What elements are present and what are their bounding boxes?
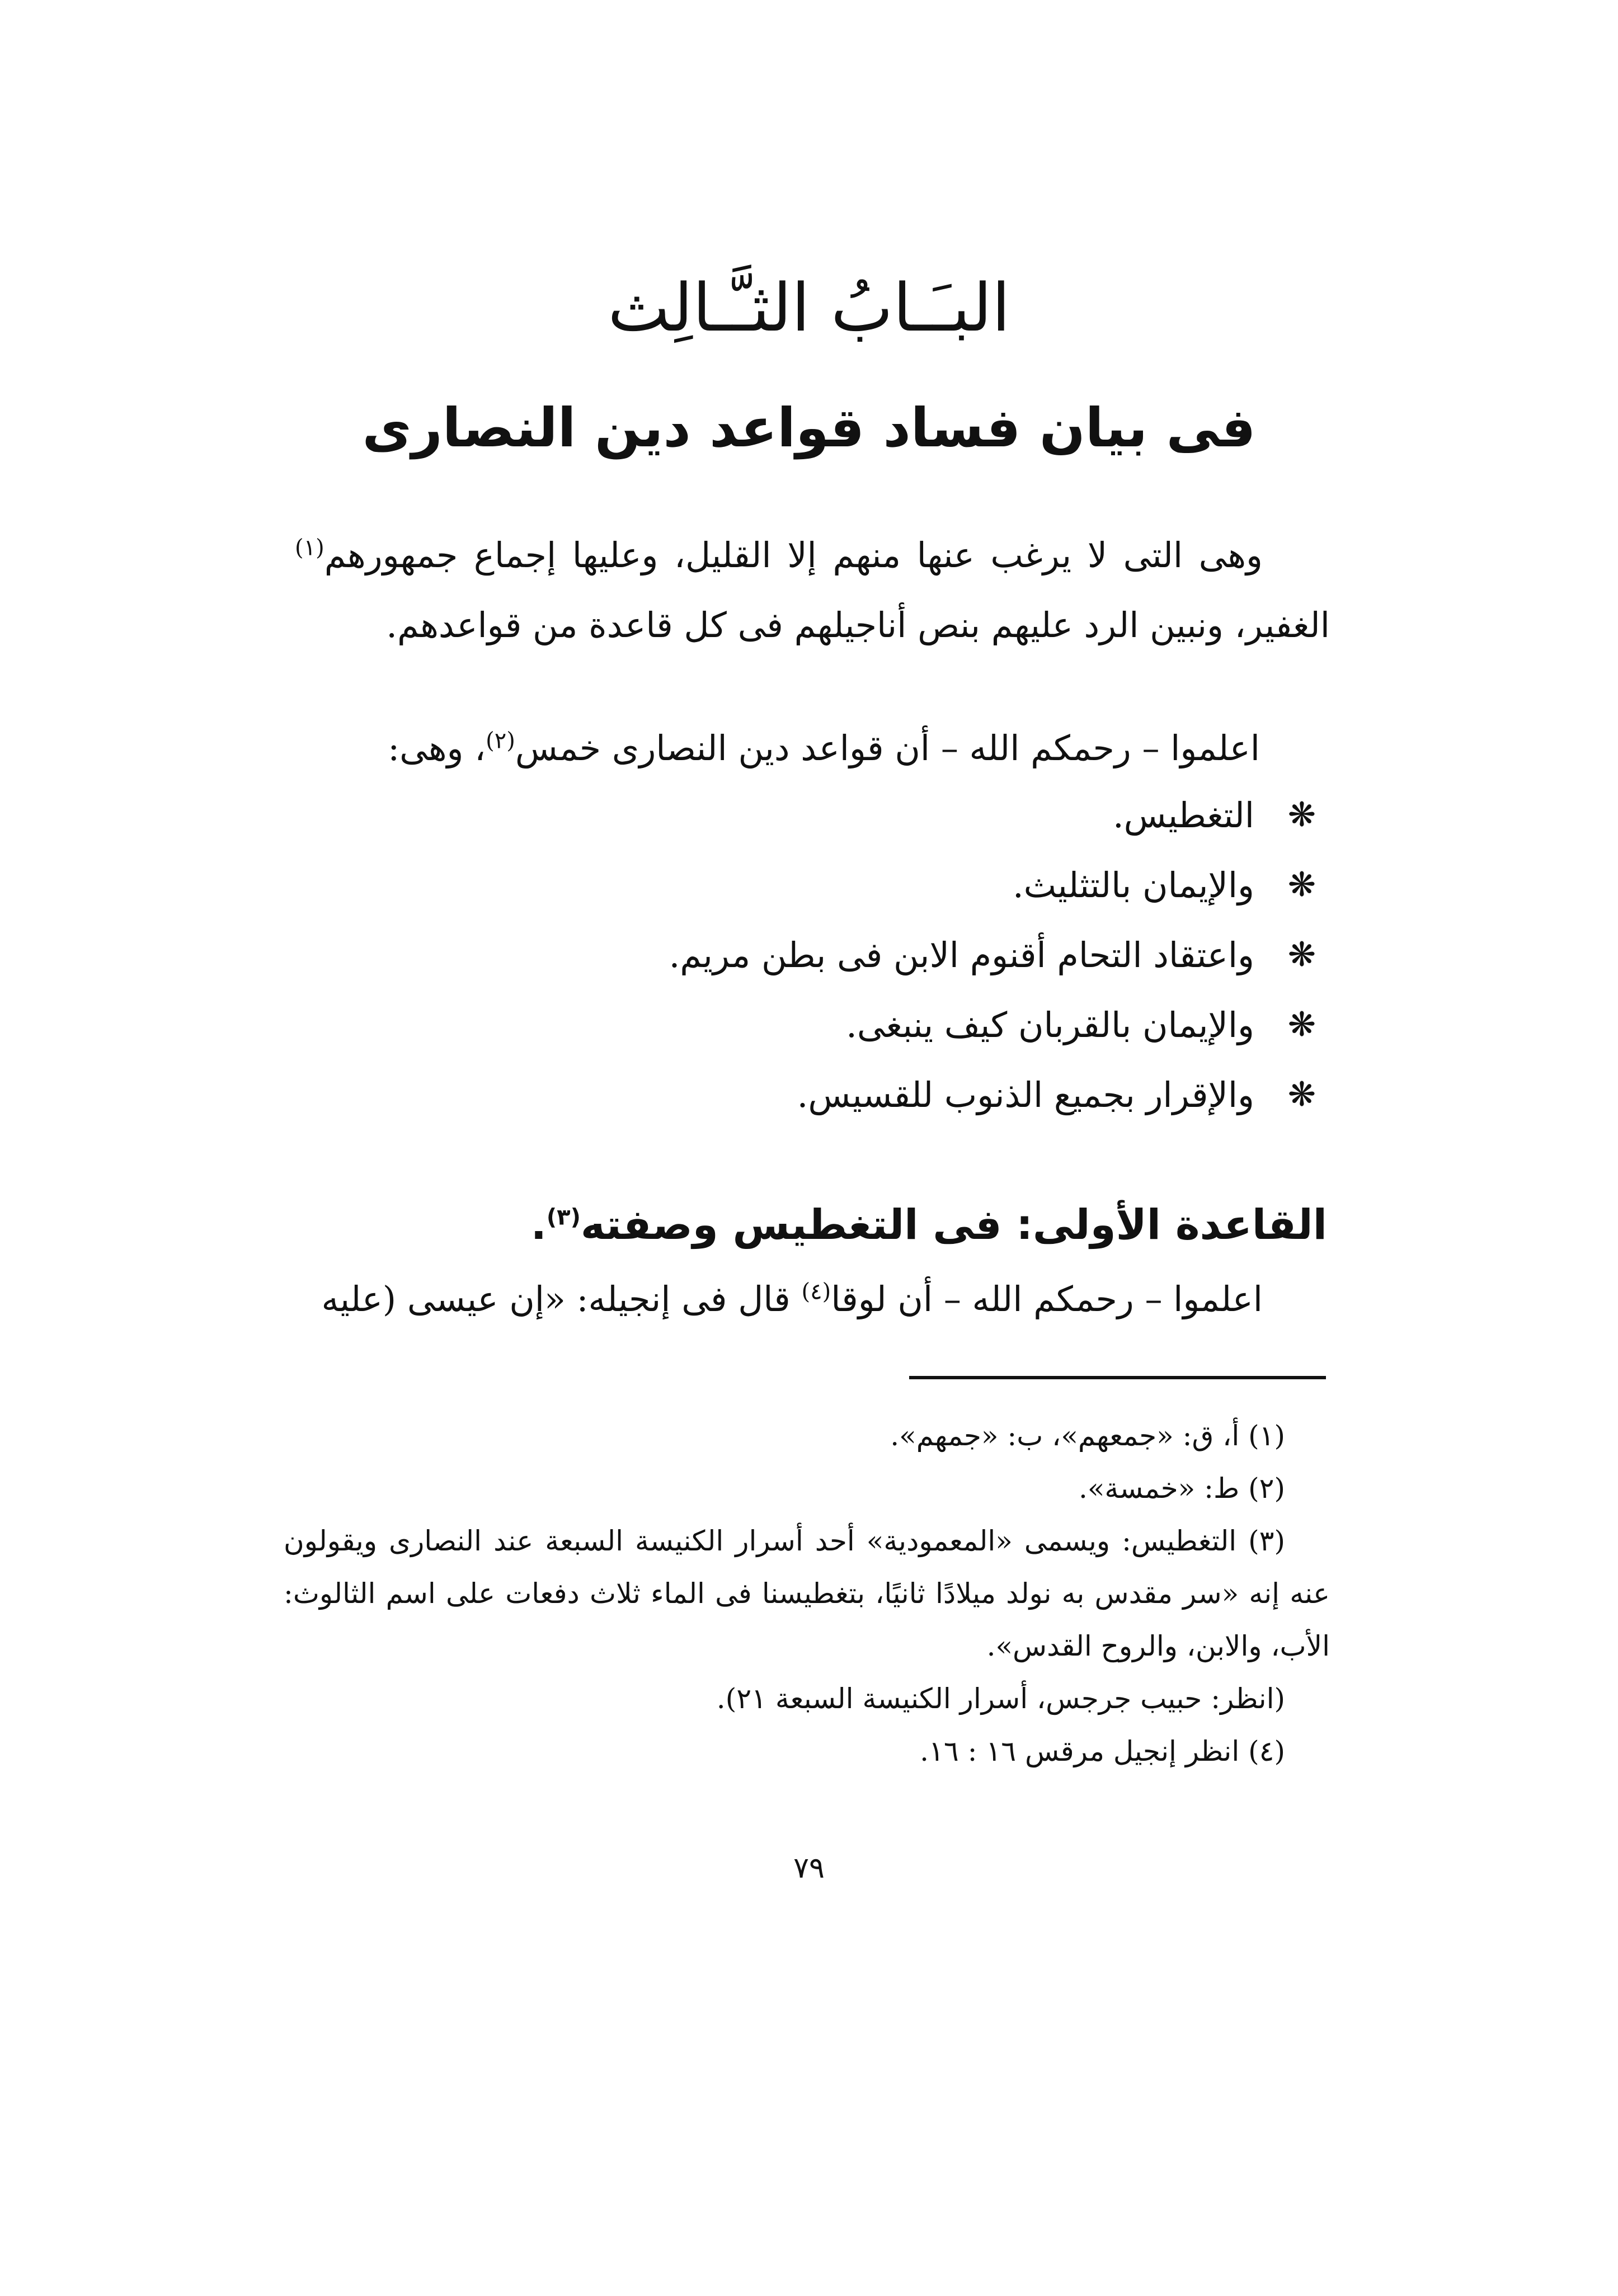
bullet-star-icon: ❋ [1287, 1075, 1316, 1114]
footnote-ref-2: (٢) [486, 728, 515, 754]
rules-lead-text-continued: ، وهى: [388, 728, 486, 769]
chapter-title: البـَـابُ الثـَّـالِث [608, 269, 1010, 346]
footnote-ref-3: (٣) [546, 1204, 581, 1230]
section-body-text: اعلموا – رحمكم الله – أن لوقا [831, 1279, 1263, 1319]
bullet-star-icon: ❋ [1287, 865, 1316, 904]
section-body-text-continued: قال فى إنجيله: «إن عيسى (عليه [321, 1279, 802, 1319]
bullet-star-icon: ❋ [1287, 795, 1316, 835]
footnote-4: (٤) انظر إنجيل مرقس ١٦ : ١٦. [920, 1735, 1285, 1767]
rules-lead-text: اعلموا – رحمكم الله – أن قواعد دين النصارى خمس [515, 728, 1260, 769]
section-body-paragraph [284, 1264, 1330, 1334]
section-heading-text: القاعدة الأولى: فى التغطيس وصفته [580, 1201, 1327, 1249]
list-item [309, 920, 1316, 990]
rule-text: والإيمان بالتثليث. [1012, 865, 1254, 906]
rules-list [309, 780, 1316, 1130]
footnote-ref-4: (٤) [801, 1279, 831, 1305]
list-item [309, 780, 1316, 850]
intro-text-continued: الغفير، ونبين الرد عليهم بنص أناجيلهم فى كل قاعدة من قواعدهم. [386, 605, 1330, 645]
rule-text: واعتقاد التحام أقنوم الابن فى بطن مريم. [669, 935, 1254, 975]
footnote-divider [909, 1376, 1326, 1379]
list-item [309, 850, 1316, 920]
list-item [309, 990, 1316, 1060]
section-heading [292, 1186, 1327, 1264]
bullet-star-icon: ❋ [1287, 935, 1316, 974]
rules-lead-paragraph [292, 713, 1327, 783]
intro-text: وهى التى لا يرغب عنها منهم إلا القليل، وعليها إجماع جمهورهم [324, 535, 1263, 576]
footnote-3-source: (انظر: حبيب جرجس، أسرار الكنيسة السبعة ٢١). [716, 1682, 1285, 1715]
footnote-ref-1: (١) [295, 535, 324, 561]
footnote-3: (٣) التغطيس: ويسمى «المعمودية» أحد أسرار الكنيسة السبعة عند النصارى ويقولون عنه إنه «سر مقدس به نولد ميلادًا ثانيًا، بتغطيسنا فى الماء ثلاث دفعات على اسم الثالوث: الأب، والابن، والروح القدس». [284, 1525, 1330, 1662]
bullet-star-icon: ❋ [1287, 1005, 1316, 1044]
footnote-1: (١) أ، ق: «جمعهم»، ب: «جمهم». [890, 1420, 1285, 1452]
intro-paragraph [295, 520, 1330, 660]
rule-text: التغطيس. [1112, 795, 1254, 836]
footnotes [284, 1409, 1330, 1778]
page-number: ٧٩ [793, 1851, 825, 1885]
section-heading-end: . [530, 1201, 547, 1249]
footnote-2: (٢) ط: «خمسة». [1078, 1472, 1285, 1505]
rule-text: والإيمان بالقربان كيف ينبغى. [846, 1005, 1254, 1045]
list-item [309, 1060, 1316, 1130]
chapter-subtitle: فى بيان فساد قواعد دين النصارى [362, 397, 1256, 459]
rule-text: والإقرار بجميع الذنوب للقسيس. [797, 1074, 1254, 1115]
